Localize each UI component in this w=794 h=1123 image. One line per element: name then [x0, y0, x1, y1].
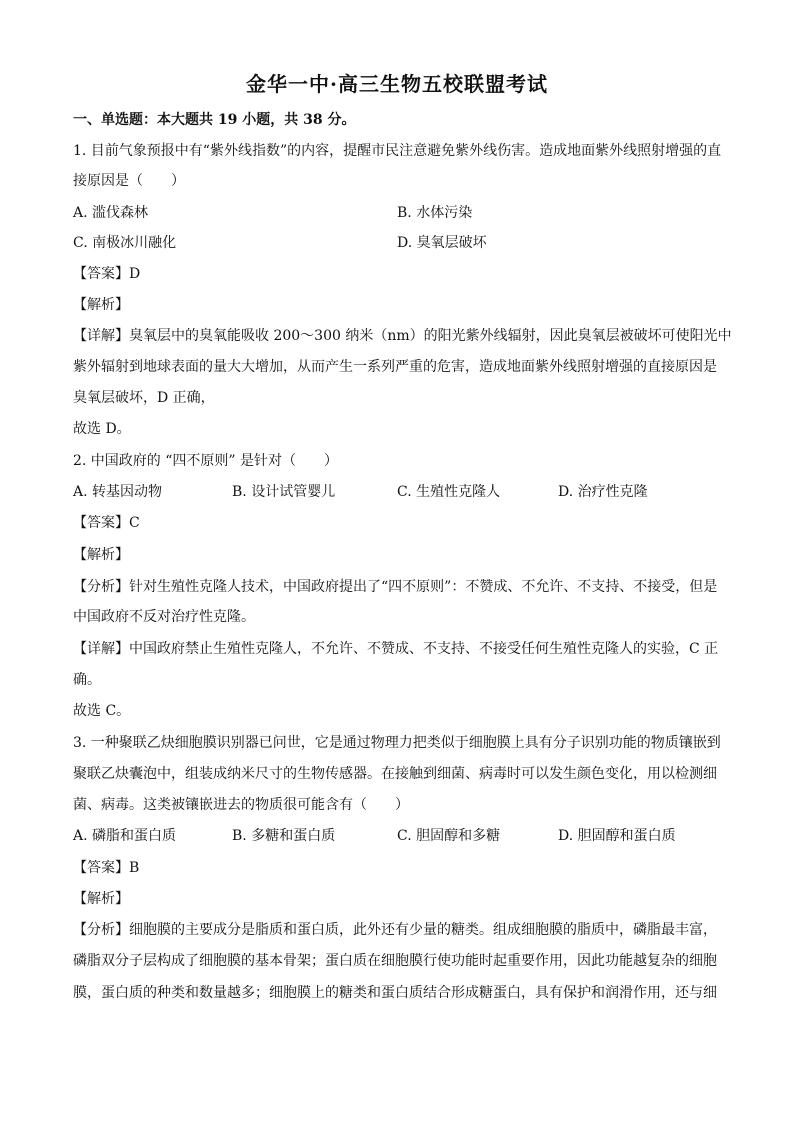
- q1-stem-line2: 接原因是（ ）: [73, 173, 185, 189]
- q2-stem: 2. 中国政府的 “四不原则” 是针对（ ）: [73, 453, 339, 469]
- q2-option-a: A. 转基因动物: [73, 484, 163, 500]
- q3-option-d: D. 胆固醇和蛋白质: [558, 828, 676, 844]
- q3-analysis-label: 【解析】: [73, 891, 129, 907]
- q1-analysis-label: 【解析】: [73, 297, 129, 313]
- q1-answer: 【答案】D: [73, 266, 141, 282]
- page-title: 金华一中·高三生物五校联盟考试: [246, 72, 548, 96]
- q3-option-b: B. 多糖和蛋白质: [232, 828, 336, 844]
- q1-detail-line2: 紫外辐射到地球表面的量大大增加，从而产生一系列严重的危害，造成地面紫外线照射增强的直接原因是: [73, 359, 717, 375]
- q3-option-a: A. 磷脂和蛋白质: [73, 828, 177, 844]
- q1-detail-line3: 臭氧层破坏，D 正确，: [73, 390, 215, 406]
- q3-fenxi-line2: 磷脂双分子层构成了细胞膜的基本骨架；蛋白质在细胞膜行使功能时起重要作用，因此功能越复杂的细胞: [73, 953, 717, 969]
- q1-detail-line1: 【详解】臭氧层中的臭氧能吸收 200～300 纳米（nm）的阳光紫外线辐射，因此臭氧层被破坏可使阳光中: [73, 328, 732, 344]
- q3-fenxi-line3: 膜，蛋白质的种类和数量越多；细胞膜上的糖类和蛋白质结合形成糖蛋白，具有保护和润滑作用，还与细: [73, 985, 717, 1001]
- q3-option-c: C. 胆固醇和多糖: [397, 828, 501, 844]
- q3-stem-line2: 聚联乙炔囊泡中，组装成纳米尺寸的生物传感器。在接触到细菌、病毒时可以发生颜色变化，用以检测细: [73, 766, 717, 782]
- q2-fenxi-line2: 中国政府不反对治疗性克隆。: [73, 609, 255, 625]
- q2-analysis-label: 【解析】: [73, 547, 129, 563]
- q2-fenxi-line1: 【分析】针对生殖性克隆人技术，中国政府提出了“四不原则”：不赞成、不允许、不支持、不接受，但是: [73, 579, 718, 595]
- q2-detail-line2: 确。: [73, 672, 101, 688]
- q1-option-a: A. 滥伐森林: [73, 205, 149, 221]
- q1-option-b: B. 水体污染: [397, 205, 473, 221]
- q2-choose: 故选 C。: [73, 703, 131, 719]
- q2-detail-line1: 【详解】中国政府禁止生殖性克隆人，不允许、不赞成、不支持、不接受任何生殖性克隆人的实验，C 正: [73, 641, 719, 657]
- q1-option-d: D. 臭氧层破坏: [397, 235, 487, 251]
- q2-option-b: B. 设计试管婴儿: [232, 484, 336, 500]
- q2-option-d: D. 治疗性克隆: [558, 484, 648, 500]
- section-heading: 一、单选题：本大题共 19 小题，共 38 分。: [73, 112, 356, 128]
- q1-stem-line1: 1. 目前气象预报中有“紫外线指数”的内容，提醒市民注意避免紫外线伤害。造成地面紫外线照射增强的直: [73, 143, 722, 159]
- q1-choose: 故选 D。: [73, 421, 131, 437]
- q2-option-c: C. 生殖性克隆人: [397, 484, 501, 500]
- q3-stem-line3: 菌、病毒。这类被镶嵌进去的物质很可能含有（ ）: [73, 797, 409, 813]
- q3-fenxi-line1: 【分析】细胞膜的主要成分是脂质和蛋白质，此外还有少量的糖类。组成细胞膜的脂质中，磷脂最丰富，: [73, 922, 717, 938]
- q3-answer: 【答案】B: [73, 860, 140, 876]
- q3-stem-line1: 3. 一种聚联乙炔细胞膜识别器已问世，它是通过物理力把类似于细胞膜上具有分子识别功能的物质镶嵌到: [73, 735, 721, 751]
- q1-option-c: C. 南极冰川融化: [73, 235, 177, 251]
- q2-answer: 【答案】C: [73, 515, 140, 531]
